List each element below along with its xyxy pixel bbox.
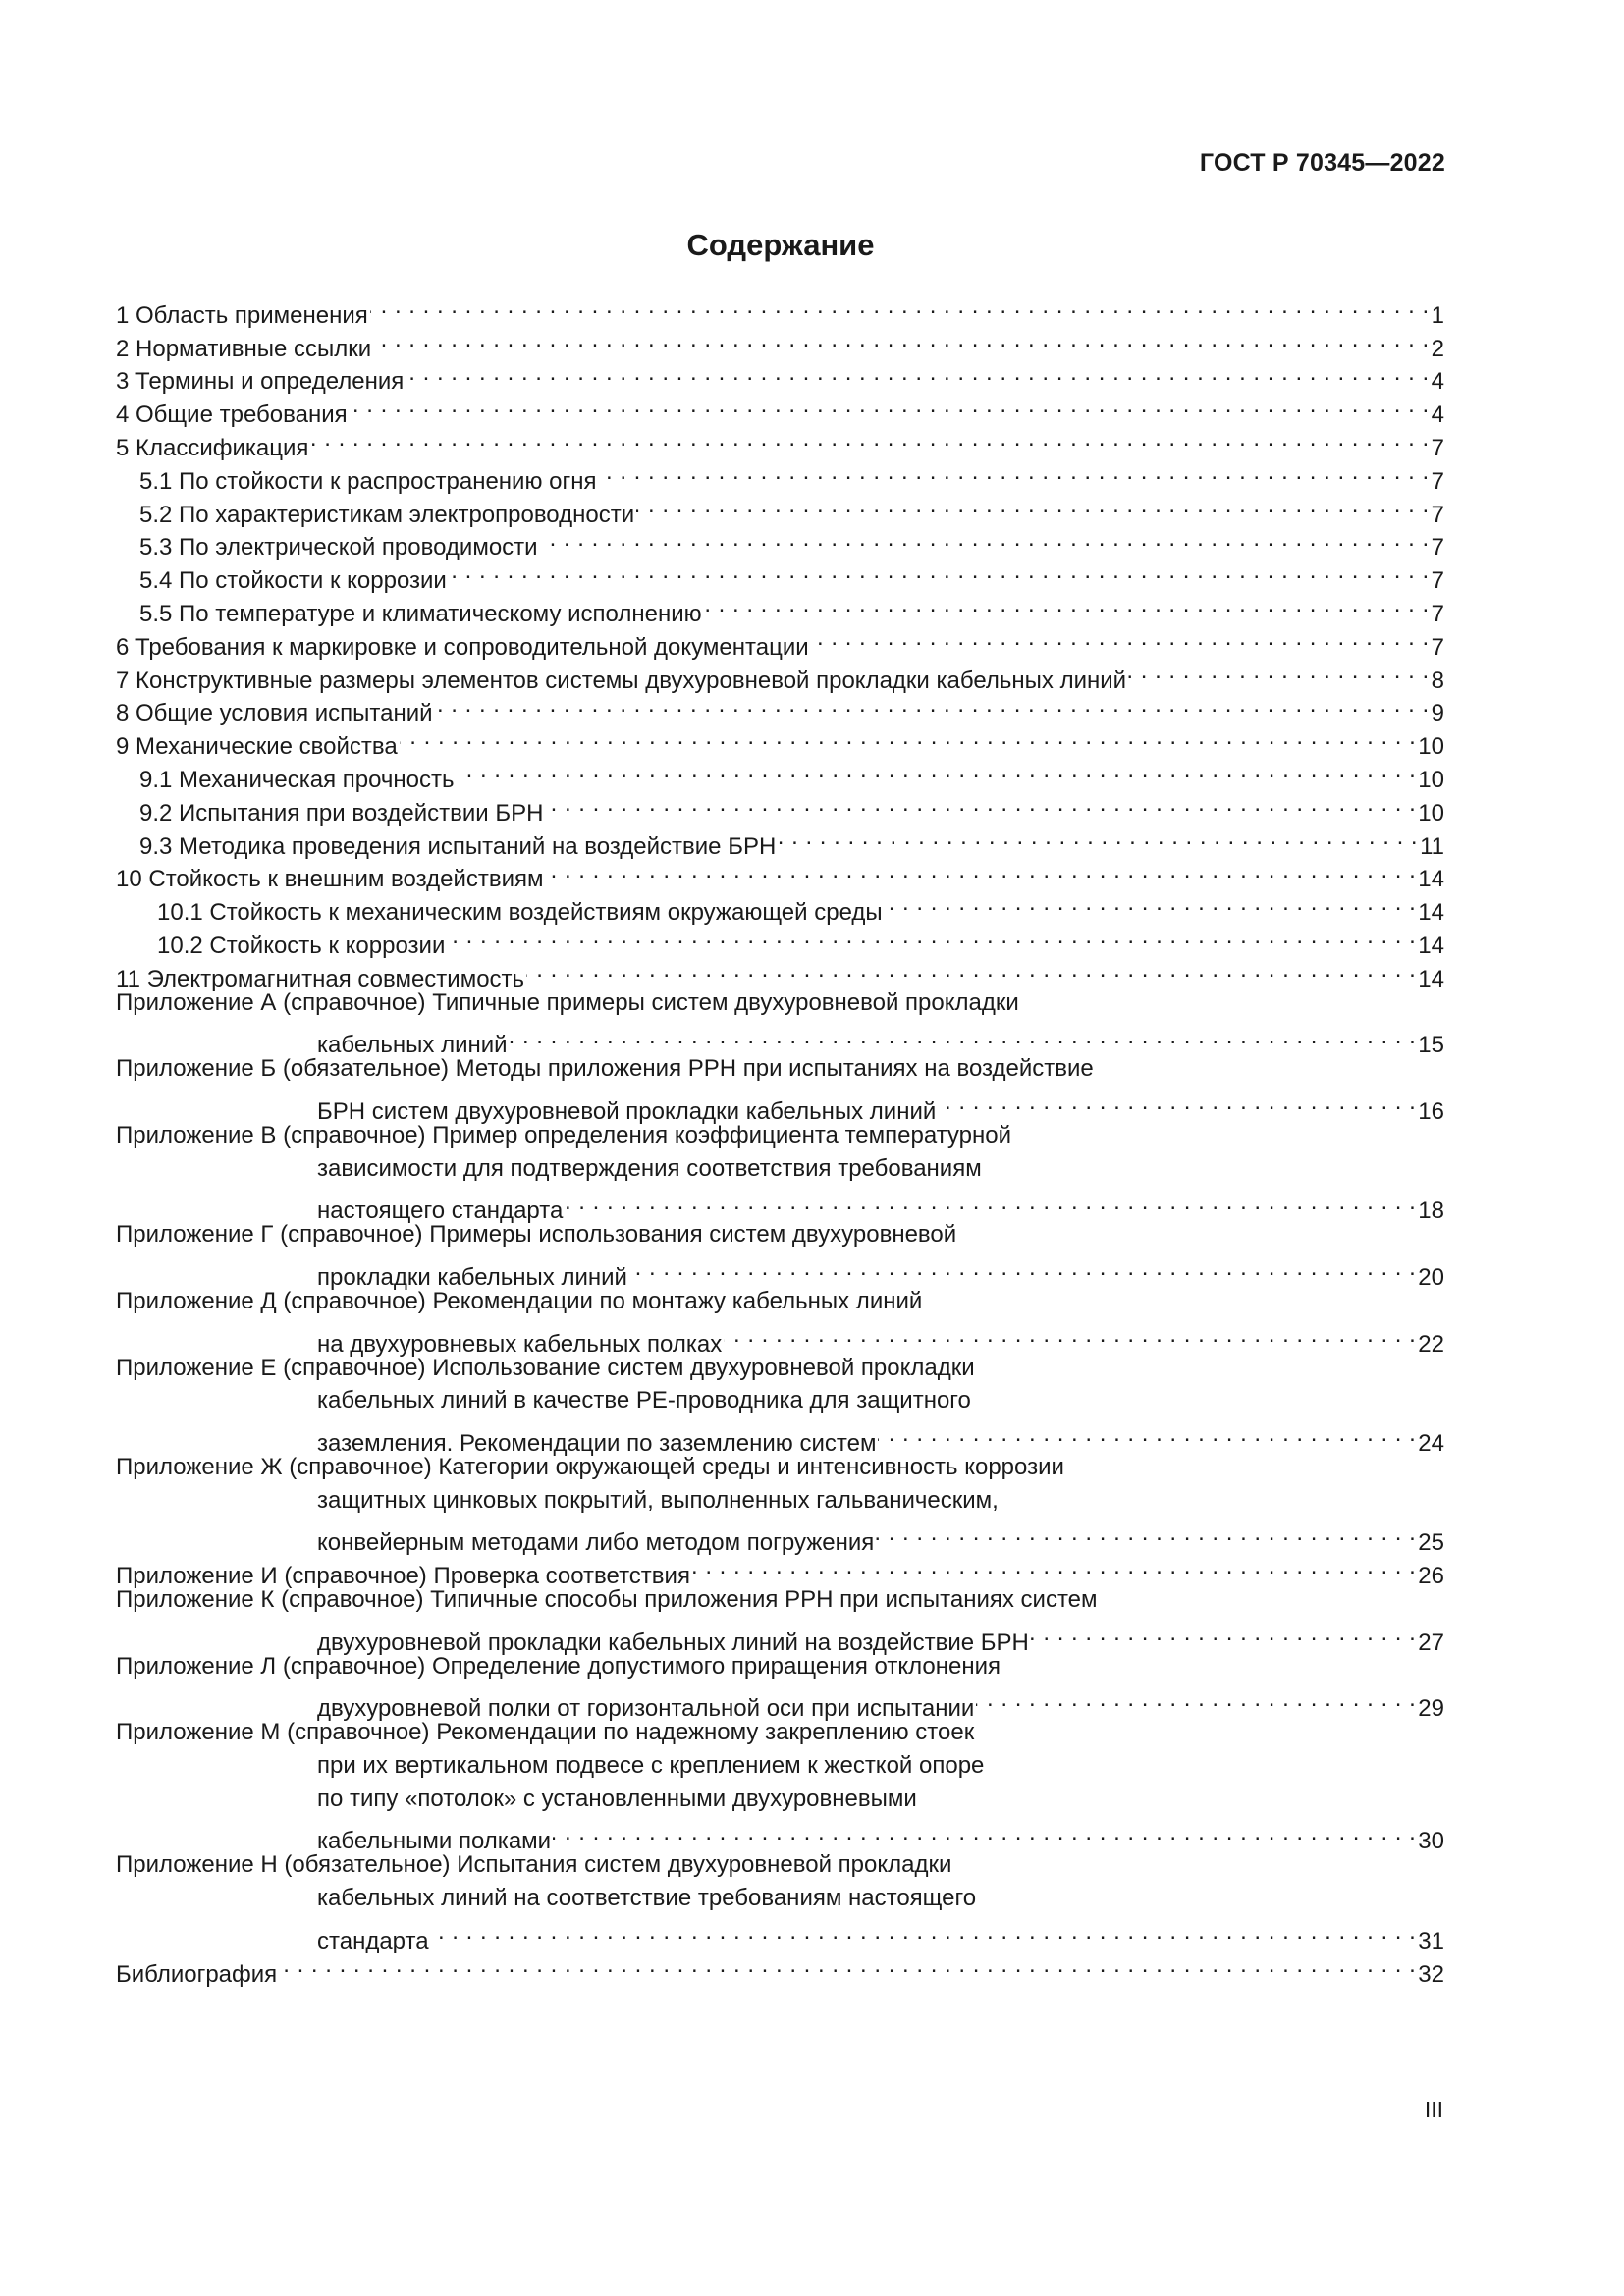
toc-entry-text: 6 Требования к маркировке и сопроводительной документации: [116, 633, 809, 661]
toc-entry-text: Приложение Л (справочное) Определение допустимого приращения отклонения: [116, 1652, 1001, 1680]
toc-entry-text: кабельными полками: [317, 1828, 552, 1855]
toc-page-number: 10: [1418, 799, 1444, 827]
toc-page-number: 1: [1431, 301, 1444, 329]
toc-entry-text: Приложение Н (обязательное) Испытания систем двухуровневой прокладки: [116, 1851, 952, 1879]
toc-entry-text: зависимости для подтверждения соответствия требованиям: [317, 1154, 982, 1182]
toc-entry[interactable]: [116, 721, 1444, 761]
toc-entry-text: Приложение Г (справочное) Примеры использования систем двухуровневой: [116, 1221, 957, 1249]
toc-entry-text: кабельных линий в качестве РЕ-проводника для защитного: [317, 1387, 971, 1415]
toc-page-number: 14: [1418, 899, 1444, 927]
toc-entry[interactable]: [116, 821, 1444, 860]
dot-leader: [545, 787, 1416, 821]
toc-page-number: 14: [1418, 866, 1444, 893]
toc-entry-text: Приложение В (справочное) Пример определения коэффициента температурной: [116, 1121, 1011, 1148]
toc-entry-text: защитных цинковых покрытий, выполненных гальваническим,: [317, 1486, 999, 1514]
toc-entry[interactable]: [116, 1052, 1444, 1125]
toc-page-number: 10: [1418, 766, 1444, 793]
toc-entry[interactable]: [116, 1451, 1444, 1557]
toc-entry-text: прокладки кабельных линий: [317, 1263, 627, 1291]
toc-page-number: 2: [1431, 335, 1444, 362]
dot-leader: [811, 621, 1430, 655]
dot-leader: [540, 522, 1430, 556]
toc-entry-text: Приложение К (справочное) Типичные способы приложения РРН при испытаниях систем: [116, 1586, 1098, 1614]
toc-entry[interactable]: [116, 1848, 1444, 1954]
document-code: ГОСТ Р 70345—2022: [1199, 149, 1445, 177]
toc-entry-text: Приложение Д (справочное) Рекомендации по монтажу кабельных линий: [116, 1287, 923, 1314]
dot-leader: [435, 688, 1430, 721]
toc-entry-text: Приложение И (справочное) Проверка соответствия: [116, 1563, 690, 1590]
toc-entry[interactable]: [116, 290, 1444, 329]
toc-page-number: 4: [1431, 368, 1444, 396]
toc-page-number: 31: [1418, 1927, 1444, 1954]
dot-leader: [406, 356, 1429, 390]
toc-entry[interactable]: [116, 1550, 1444, 1590]
toc-page-number: 14: [1418, 965, 1444, 992]
dot-leader: [449, 555, 1430, 588]
toc-entry[interactable]: [116, 621, 1444, 661]
toc-entry-text: БРН систем двухуровневой прокладки кабельных линий: [317, 1097, 937, 1125]
toc-entry-text: Библиография: [116, 1960, 278, 1988]
toc-entry[interactable]: [116, 356, 1444, 396]
dot-leader: [598, 455, 1429, 489]
toc-entry-text: стандарта: [317, 1927, 429, 1954]
dot-leader: [400, 721, 1417, 754]
toc-page-number: 7: [1431, 467, 1444, 495]
dot-leader: [704, 588, 1430, 621]
dot-leader: [1031, 1617, 1416, 1650]
toc-entry[interactable]: [116, 987, 1444, 1059]
toc-entry[interactable]: [116, 854, 1444, 893]
toc-entry-text: 2 Нормативные ссылки: [116, 335, 372, 362]
dot-leader: [724, 1318, 1416, 1352]
toc-entry-text: 9.3 Методика проведения испытаний на воздействие БРН: [139, 832, 777, 860]
toc-entry-text: 5.3 По электрической проводимости: [139, 534, 538, 561]
toc-entry-text: на двухуровневых кабельных полках: [317, 1330, 723, 1358]
dot-leader: [692, 1550, 1416, 1583]
toc-page-number: 7: [1431, 600, 1444, 627]
toc-entry[interactable]: [116, 1716, 1444, 1855]
dot-leader: [510, 1020, 1417, 1053]
toc-entry-text: настоящего стандарта: [317, 1198, 564, 1225]
toc-page-number: 18: [1418, 1198, 1444, 1225]
toc-entry[interactable]: [116, 754, 1444, 793]
toc-entry[interactable]: [116, 655, 1444, 694]
toc-page-number: 22: [1418, 1330, 1444, 1358]
toc-entry[interactable]: [116, 1285, 1444, 1358]
toc-entry-text: при их вертикальном подвесе с креплением к жесткой опоре: [317, 1752, 985, 1780]
toc-page-number: 15: [1418, 1032, 1444, 1059]
dot-leader: [526, 953, 1416, 987]
toc-entry-text: Приложение Е (справочное) Использование систем двухуровневой прокладки: [116, 1354, 975, 1381]
toc-entry-text: заземления. Рекомендации по заземлению систем: [317, 1429, 877, 1457]
toc-page-number: 32: [1418, 1960, 1444, 1988]
toc-page-number: 16: [1418, 1097, 1444, 1125]
dot-leader: [447, 920, 1416, 953]
toc-page-number: 24: [1418, 1429, 1444, 1457]
toc-entry[interactable]: [116, 1583, 1444, 1656]
toc-entry[interactable]: [116, 1119, 1444, 1225]
toc-page-number: 14: [1418, 932, 1444, 959]
toc-entry-text: 8 Общие условия испытаний: [116, 700, 433, 727]
toc-entry-text: 9.1 Механическая прочность: [139, 766, 455, 793]
toc-page-number: 29: [1418, 1695, 1444, 1723]
dot-leader: [1128, 655, 1430, 688]
toc-entry[interactable]: [116, 953, 1444, 992]
toc-entry-text: Приложение Ж (справочное) Категории окружающей среды и интенсивность коррозии: [116, 1453, 1064, 1480]
toc-entry-text: двухуровневой полки от горизонтальной оси при испытании: [317, 1695, 975, 1723]
toc-entry[interactable]: [116, 323, 1444, 362]
table-of-contents: [116, 290, 1444, 1988]
toc-entry-text: 9 Механические свойства: [116, 733, 398, 761]
dot-leader: [876, 1517, 1416, 1550]
page-title: Содержание: [686, 228, 875, 262]
toc-entry-text: 5 Классификация: [116, 434, 309, 461]
toc-entry-text: 11 Электромагнитная совместимость: [116, 965, 525, 992]
toc-page-number: 7: [1431, 567, 1444, 595]
dot-leader: [636, 489, 1430, 522]
dot-leader: [546, 854, 1417, 887]
toc-entry[interactable]: [116, 489, 1444, 528]
toc-entry[interactable]: [116, 522, 1444, 561]
toc-page-number: 4: [1431, 401, 1444, 429]
toc-page-number: 10: [1418, 733, 1444, 761]
toc-entry-text: 10.1 Стойкость к механическим воздействиям окружающей среды: [157, 899, 883, 927]
toc-page-number: 7: [1431, 633, 1444, 661]
toc-entry-text: 9.2 Испытания при воздействии БРН: [139, 799, 544, 827]
toc-page-number: 7: [1431, 501, 1444, 528]
toc-page-number: 26: [1418, 1563, 1444, 1590]
toc-entry[interactable]: [116, 389, 1444, 429]
toc-entry[interactable]: [116, 1352, 1444, 1457]
toc-entry-text: 5.2 По характеристикам электропроводности: [139, 501, 635, 528]
toc-page-number: 25: [1418, 1529, 1444, 1557]
dot-leader: [878, 1417, 1416, 1451]
toc-page-number: 27: [1418, 1629, 1444, 1656]
toc-entry-text: Приложение Б (обязательное) Методы приложения РРН при испытаниях на воздействие: [116, 1055, 1094, 1083]
toc-entry-text: Приложение А (справочное) Типичные примеры систем двухуровневой прокладки: [116, 988, 1019, 1016]
toc-page-number: 8: [1431, 667, 1444, 694]
dot-leader: [629, 1252, 1416, 1285]
toc-entry[interactable]: [116, 588, 1444, 627]
dot-leader: [370, 290, 1430, 323]
toc-entry[interactable]: [116, 422, 1444, 461]
toc-entry[interactable]: [116, 886, 1444, 927]
toc-entry-text: 7 Конструктивные размеры элементов системы двухуровневой прокладки кабельных линий: [116, 667, 1127, 694]
dot-leader: [350, 389, 1430, 422]
toc-entry[interactable]: [116, 455, 1444, 495]
dot-leader: [885, 886, 1417, 920]
toc-page-number: 20: [1418, 1263, 1444, 1291]
dot-leader: [310, 422, 1429, 455]
toc-page-number: 11: [1420, 832, 1444, 860]
toc-entry[interactable]: [116, 1650, 1444, 1723]
toc-page-number: 30: [1418, 1828, 1444, 1855]
toc-entry-text: Приложение М (справочное) Рекомендации по надежному закреплению стоек: [116, 1719, 975, 1746]
toc-entry-text: 10 Стойкость к внешним воздействиям: [116, 866, 544, 893]
toc-page-number: 9: [1431, 700, 1444, 727]
toc-page-number: 7: [1431, 534, 1444, 561]
toc-entry-text: 1 Область применения: [116, 301, 368, 329]
toc-entry[interactable]: [116, 555, 1444, 595]
dot-leader: [373, 323, 1429, 356]
toc-entry-text: 5.1 По стойкости к распространению огня: [139, 467, 597, 495]
toc-entry-text: 10.2 Стойкость к коррозии: [157, 932, 446, 959]
page-number: III: [1424, 2097, 1443, 2122]
toc-entry-text: кабельных линий: [317, 1032, 508, 1059]
toc-entry[interactable]: [116, 1218, 1444, 1291]
dot-leader: [938, 1086, 1416, 1119]
toc-entry[interactable]: [116, 787, 1444, 827]
dot-leader: [431, 1915, 1417, 1949]
toc-entry-text: 3 Термины и определения: [116, 368, 405, 396]
toc-entry-text: конвейерным методами либо методом погружения: [317, 1529, 875, 1557]
dot-leader: [457, 754, 1417, 787]
toc-entry[interactable]: [116, 1949, 1444, 1988]
dot-leader: [279, 1949, 1416, 1982]
toc-entry-text: 5.4 По стойкости к коррозии: [139, 567, 447, 595]
toc-entry[interactable]: [116, 920, 1444, 959]
toc-entry-text: кабельных линий на соответствие требованиям настоящего: [317, 1885, 977, 1912]
toc-entry-text: двухуровневой прокладки кабельных линий на воздействие БРН: [317, 1629, 1029, 1656]
toc-entry-text: по типу «потолок» с установленными двухуровневыми: [317, 1785, 917, 1812]
toc-entry[interactable]: [116, 688, 1444, 727]
dot-leader: [976, 1682, 1416, 1716]
dot-leader: [565, 1186, 1416, 1219]
dot-leader: [778, 821, 1418, 854]
toc-page-number: 7: [1431, 434, 1444, 461]
dot-leader: [553, 1816, 1416, 1849]
toc-entry-text: 4 Общие требования: [116, 401, 348, 429]
toc-entry-text: 5.5 По температуре и климатическому исполнению: [139, 600, 702, 627]
